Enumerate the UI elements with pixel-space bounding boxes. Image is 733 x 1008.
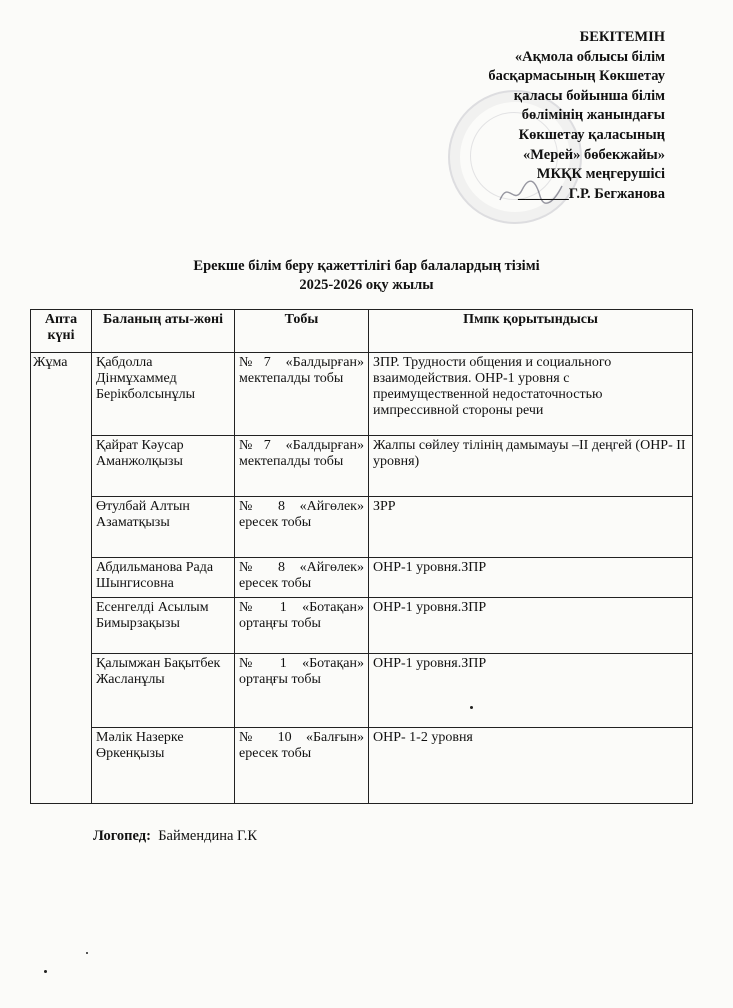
child-name: Есенгелді Асылым Бимырзақызы bbox=[92, 598, 235, 654]
child-conclusion: ОНР-1 уровня.ЗПР bbox=[369, 598, 693, 654]
child-group: № 1 «Ботақан» ортаңғы тобы bbox=[235, 598, 369, 654]
child-conclusion: Жалпы сөйлеу тілінің дамымауы –II деңгей (ОНР- II уровня) bbox=[369, 436, 693, 497]
approval-line: қаласы бойынша білім bbox=[513, 87, 665, 104]
table-row bbox=[31, 598, 693, 654]
footer-role: Логопед bbox=[93, 828, 147, 844]
child-conclusion: ЗРР bbox=[369, 497, 693, 558]
table-row bbox=[31, 654, 693, 728]
child-group: № 8 «Айгөлек» ересек тобы bbox=[235, 497, 369, 558]
children-table bbox=[30, 309, 693, 804]
table-row bbox=[31, 497, 693, 558]
approval-block bbox=[405, 28, 665, 204]
approval-line: «Ақмола облысы білім bbox=[514, 48, 665, 65]
scan-speck bbox=[86, 952, 88, 954]
table-header-row bbox=[31, 310, 693, 353]
academic-year: 2025-2026 оқу жылы bbox=[299, 277, 434, 293]
table-row bbox=[31, 436, 693, 497]
table-row bbox=[31, 558, 693, 598]
child-conclusion: ЗПР. Трудности общения и социального взаимодействия. ОНР-1 уровня с преимущественной недостаточностью импрессивной стороны речи bbox=[369, 353, 693, 436]
header-group: Тобы bbox=[235, 310, 369, 353]
speech-therapist-line: Логопед: Баймендина Г.К bbox=[93, 828, 258, 844]
child-group: № 1 «Ботақан» ортаңғы тобы bbox=[235, 654, 369, 728]
child-conclusion: ОНР-1 уровня.ЗПР bbox=[369, 654, 693, 728]
approval-line: БЕКІТЕМІН bbox=[579, 29, 665, 45]
scan-speck bbox=[44, 970, 47, 973]
approval-line: Көкшетау қаласының bbox=[518, 126, 665, 143]
footer-name: Баймендина Г.К bbox=[158, 828, 258, 844]
child-name: Өтулбай Алтын Азаматқызы bbox=[92, 497, 235, 558]
child-group: №7 «Балдырған» мектепалды тобы bbox=[235, 353, 369, 436]
approval-line: басқармасының Көкшетау bbox=[488, 68, 665, 85]
child-group: № 8 «Айгөлек» ересек тобы bbox=[235, 558, 369, 598]
child-conclusion: ОНР-1 уровня.ЗПР bbox=[369, 558, 693, 598]
child-name: Қайрат Кәусар Аманжолқызы bbox=[92, 436, 235, 497]
child-name: Қалымжан Бақытбек Жасланұлы bbox=[92, 654, 235, 728]
child-name: Абдильманова Рада Шынгисовна bbox=[92, 558, 235, 598]
header-name: Баланың аты-жөні bbox=[92, 310, 235, 353]
day-cell: Жұма bbox=[31, 353, 92, 804]
child-name: Мәлік Назерке Өркенқызы bbox=[92, 728, 235, 804]
child-group: № 10 «Балғын» ересек тобы bbox=[235, 728, 369, 804]
header-day: Апта күні bbox=[31, 310, 92, 353]
approval-line: «Мерей» бөбекжайы» bbox=[523, 146, 665, 163]
scan-speck bbox=[470, 706, 473, 709]
child-conclusion: ОНР- 1-2 уровня bbox=[369, 728, 693, 804]
table-row bbox=[31, 353, 693, 436]
page-title: Ерекше білім беру қажеттілігі бар балалардың тізімі bbox=[193, 258, 540, 274]
approval-line: бөлімінің жанындағы bbox=[521, 107, 665, 124]
header-conclusion: Пмпк қорытындысы bbox=[369, 310, 693, 353]
approval-signature-line: _______Г.Р. Бегжанова bbox=[518, 185, 665, 202]
approval-line: МКҚК меңгерушісі bbox=[536, 166, 665, 183]
child-name: Қабдолла Дінмұхаммед Берікболсынұлы bbox=[92, 353, 235, 436]
table-row bbox=[31, 728, 693, 804]
child-group: №7 «Балдырған» мектепалды тобы bbox=[235, 436, 369, 497]
